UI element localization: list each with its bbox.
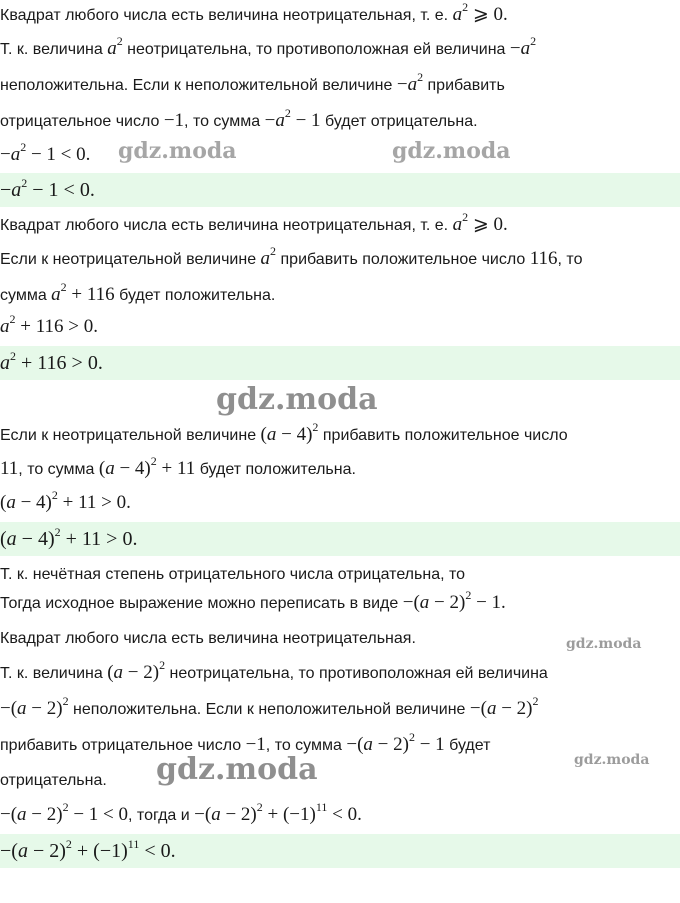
s4-line-2: Тогда исходное выражение можно переписать в виде $-(a - 2)^2 - 1$. — [0, 588, 506, 613]
s1-line-2: Т. к. величина $a^2$ неотрицательна, то противоположная ей величина $-a^2$ — [0, 34, 537, 59]
s1-line-4: отрицательное число −1, то сумма $-a^2 - 1$ будет отрицательна. — [0, 106, 478, 131]
answer-4: $-(a - 2)^2 + (-1)^{11} < 0$. — [0, 834, 680, 868]
watermark: gdz.moda — [156, 752, 318, 787]
s1-line-3: неположительна. Если к неположительной величине $-a^2$ прибавить — [0, 70, 505, 95]
s3-line-2: 11, то сумма $(a - 4)^2 + 11$ будет положительна. — [0, 454, 356, 479]
s3-line-1: Если к неотрицательной величине $(a - 4)^2$ прибавить положительное число — [0, 420, 568, 445]
s4-line-7: отрицательна. — [0, 772, 107, 789]
watermark: gdz.moda — [216, 382, 378, 417]
watermark: gdz.moda — [566, 636, 642, 652]
s4-line-3: Квадрат любого числа есть величина неотрицательная. — [0, 630, 416, 647]
answer-3: $(a - 4)^2 + 11 > 0$. — [0, 522, 680, 556]
s4-line-5: $-(a - 2)^2$ неположительна. Если к неположительной величине $-(a - 2)^2$ — [0, 694, 539, 719]
s4-line-1: Т. к. нечётная степень отрицательного числа отрицательна, то — [0, 566, 466, 583]
watermark: gdz.moda — [574, 752, 650, 768]
s4-line-4: Т. к. величина $(a - 2)^2$ неотрицательна, то противоположная ей величина — [0, 658, 548, 683]
s2-line-2: Если к неотрицательной величине $a^2$ прибавить положительное число 116, то — [0, 244, 583, 269]
watermark: gdz.moda — [118, 138, 237, 164]
s4-line-8: $-(a - 2)^2 - 1 < 0$, тогда $и -(a - 2)^2 + (-1)^{11} < 0$. — [0, 800, 362, 825]
s3-math-result: $(a - 4)^2 + 11 > 0$. — [0, 488, 131, 513]
answer-2: $a^2 + 116 > 0$. — [0, 346, 680, 380]
s2-math-result: $a^2 + 116 > 0$. — [0, 312, 98, 337]
math-a2-nonneg: $a^2$ ⩾ 0. — [452, 0, 508, 25]
s1-line-1: Квадрат любого числа есть величина неотрицательная, т. е. $a^2$ ⩾ 0. — [0, 0, 508, 25]
s2-line-3: сумма $a^2 + 116$ будет положительна. — [0, 280, 276, 305]
answer-1: $-a^2 - 1 < 0$. — [0, 173, 680, 207]
s1-math-result: $-a^2 - 1 < 0$. — [0, 140, 91, 165]
s2-line-1: Квадрат любого числа есть величина неотрицательная, т. е. $a^2$ ⩾ 0. — [0, 210, 508, 235]
s4-line-6: прибавить отрицательное число −1, то сумма $-(a - 2)^2 - 1$ будет — [0, 730, 491, 755]
watermark: gdz.moda — [392, 138, 511, 164]
